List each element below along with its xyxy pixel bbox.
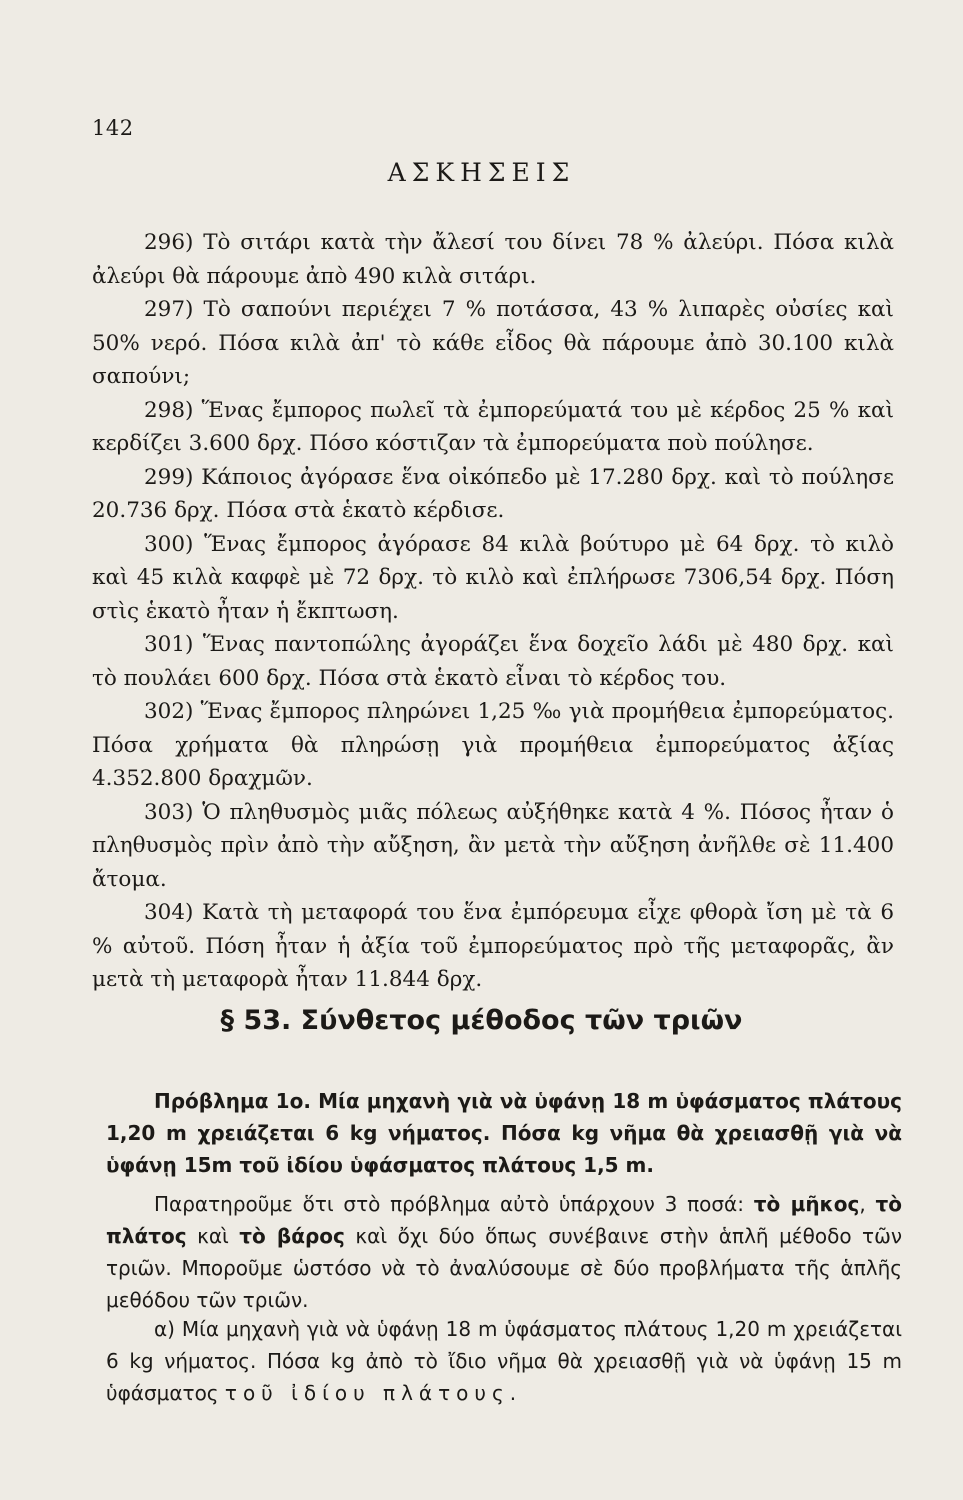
- exercise-text: Τὸ σαπούνι περιέχει 7 % ποτάσσα, 43 % λιπαρὲς οὐσίες καὶ 50% νερό. Πόσα κιλὰ ἀπ' τὸ κάθε εἶδος θὰ πάρουμε ἀπὸ 30.100 κιλὰ σαπούνι;: [92, 297, 894, 389]
- exercise-number: 299): [144, 464, 194, 490]
- subproblem-emphasis: τοῦ ἰδίου πλάτους.: [224, 1381, 523, 1405]
- exercise-text: Κατὰ τὴ μεταφορά του ἕνα ἐμπόρευμα εἶχε φθορὰ ἴση μὲ τὰ 6 % αὐτοῦ. Πόση ἦταν ἡ ἀξία τοῦ ἐμπορεύματος πρὸ τῆς μεταφορᾶς, ἂν μετὰ τὴ μεταφορὰ ἦταν 11.844 δρχ.: [92, 900, 894, 992]
- exercise-number: 297): [144, 297, 194, 322]
- exercise-number: 298): [144, 397, 194, 423]
- section-heading: § 53. Σύνθετος μέθοδος τῶν τριῶν: [220, 1005, 743, 1036]
- exercise-303: [92, 796, 894, 897]
- exercise-text: Ἕνας ἔμπορος πωλεῖ τὰ ἐμπορεύματά του μὲ κέρδος 25 % καὶ κερδίζει 3.600 δρχ. Πόσο κόστιζαν τὰ ἐμπορεύματα ποὺ πούλησε.: [92, 397, 894, 456]
- exercise-302: [92, 695, 894, 796]
- quantity-length: τὸ μῆκος: [753, 1192, 860, 1216]
- exercise-300: [92, 528, 894, 629]
- exercise-text: Τὸ σιτάρι κατὰ τὴν ἄλεσί του δίνει 78 % ἀλεύρι. Πόσα κιλὰ ἀλεύρι θὰ πάρουμε ἀπὸ 490 κιλὰ σιτάρι.: [92, 230, 894, 289]
- exercise-298: [92, 394, 894, 461]
- exercise-text: Ἕνας ἔμπορος ἀγόρασε 84 κιλὰ βούτυρο μὲ 64 δρχ. τὸ κιλὸ καὶ 45 κιλὰ καφφὲ μὲ 72 δρχ. τὸ κιλὸ καὶ ἐπλήρωσε 7306,54 δρχ. Πόση στὶς ἑκατὸ ἦταν ἡ ἔκπτωση.: [92, 531, 895, 624]
- exercise-296: [92, 226, 894, 293]
- exercise-number: 296): [144, 230, 194, 255]
- exercise-number: 303): [144, 799, 194, 825]
- exercise-text: Ὁ πληθυσμὸς μιᾶς πόλεως αὐξήθηκε κατὰ 4 %. Πόσος ἦταν ὁ πληθυσμὸς πρὶν ἀπὸ τὴν αὔξηση, ἂν μετὰ τὴν αὔξηση ἀνῆλθε σὲ 11.400 ἄτομα.: [92, 799, 894, 892]
- subproblem-text: α) Μία μηχανὴ γιὰ νὰ ὑφάνῃ 18 m ὑφάσματος πλάτους 1,20 m χρειάζεται 6 kg νήματος. Πόσα kg ἀπὸ τὸ ἴδιο νῆμα θὰ χρειασθῇ γιὰ νὰ ὑφάνῃ 15 m ὑφάσματος: [106, 1317, 902, 1405]
- page-number: 142: [92, 116, 134, 140]
- exercise-number: 302): [144, 699, 194, 724]
- exercise-299: [92, 461, 894, 528]
- exercise-number: 304): [144, 900, 194, 925]
- exercise-297: [92, 293, 894, 394]
- exercise-number: 301): [144, 632, 194, 657]
- exercise-text: Ἕνας ἔμπορος πληρώνει 1,25 ‰ γιὰ προμήθεια ἐμπορεύματος. Πόσα χρήματα θὰ πληρώσῃ γιὰ προμήθεια ἐμπορεύματος ἀξίας 4.352.800 δραχμῶν.: [92, 699, 894, 791]
- exercise-number: 300): [144, 531, 194, 557]
- exercise-text: Ἕνας παντοπώλης ἀγοράζει ἕνα δοχεῖο λάδι μὲ 480 δρχ. καὶ τὸ πουλάει 600 δρχ. Πόσα στὰ ἑκατὸ εἶναι τὸ κέρδος του.: [92, 632, 894, 691]
- problem-text: Μία μηχανὴ γιὰ νὰ ὑφάνῃ 18 m ὑφάσματος πλάτους 1,20 m χρειάζεται 6 kg νήματος. Πόσα kg νῆμα θὰ χρειασθῇ γιὰ νὰ ὑφάνῃ 15m τοῦ ἰδίου ὑφάσματος πλάτους 1,5 m.: [106, 1089, 903, 1177]
- subproblem-a: [106, 1313, 902, 1409]
- separator: καὶ: [186, 1224, 240, 1248]
- problem-statement: [106, 1085, 902, 1181]
- problem-label: Πρόβλημα 1ο.: [154, 1089, 311, 1113]
- exercises-heading: ΑΣΚΗΣΕΙΣ: [387, 158, 576, 187]
- exercise-304: [92, 896, 894, 997]
- quantity-weight: τὸ βάρος: [239, 1224, 345, 1248]
- quantity-width: τὸ πλάτος: [106, 1192, 903, 1248]
- exercise-list: [92, 226, 894, 997]
- paragraph-intro: Παρατηροῦμε ὅτι στὸ πρόβλημα αὐτὸ ὑπάρχουν 3 ποσά:: [154, 1192, 754, 1216]
- separator: ,: [859, 1192, 876, 1216]
- explanation-paragraph: [106, 1188, 902, 1316]
- exercise-text: Κάποιος ἀγόρασε ἕνα οἰκόπεδο μὲ 17.280 δρχ. καὶ τὸ πούλησε 20.736 δρχ. Πόσα στὰ ἑκατὸ κέρδισε.: [92, 464, 894, 523]
- exercise-301: [92, 628, 894, 695]
- paragraph-rest: καὶ ὄχι δύο ὅπως συνέβαινε στὴν ἁπλῆ μέθοδο τῶν τριῶν. Μποροῦμε ὡστόσο νὰ τὸ ἀναλύσουμε σὲ δύο προβλήματα τῆς ἁπλῆς μεθόδου τῶν τριῶν.: [106, 1224, 903, 1312]
